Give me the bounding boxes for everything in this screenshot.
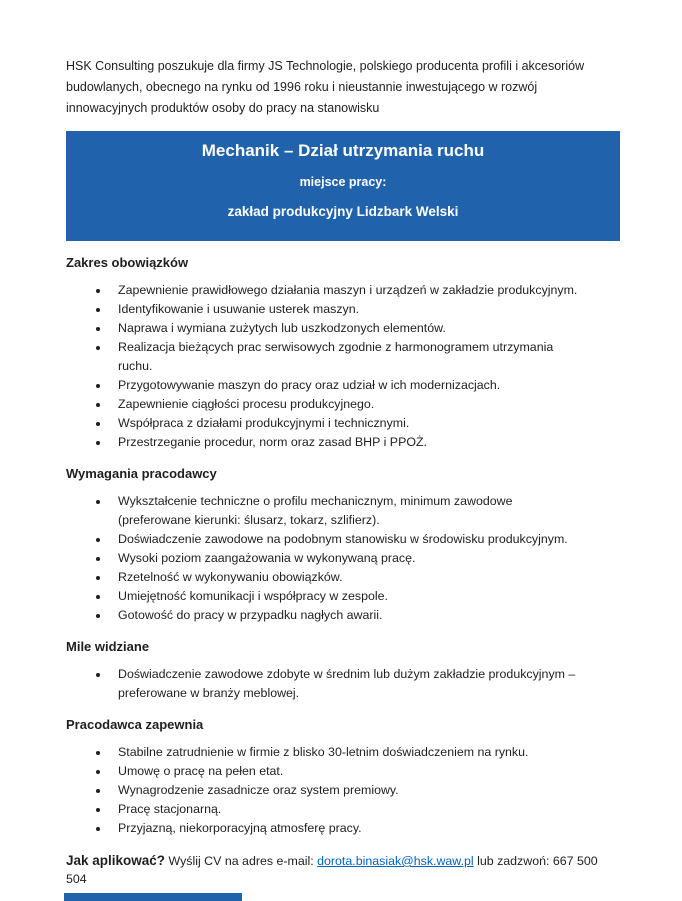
next-page-banner-edge [64, 893, 242, 901]
workplace-label: miejsce pracy: [299, 175, 387, 189]
job-title: Mechanik – Dział utrzymania ruchu [201, 141, 485, 160]
apply-text-after: lub zadzwoń: 667 500 504 [66, 854, 598, 886]
bullet-item: • Rzetelność w wykonywaniu obowiązków. [110, 568, 588, 587]
bullet-item: • Współpraca z działami produkcyjnymi i technicznymi. [110, 414, 588, 433]
bullet-item: • Umowę o pracę na pełen etat. [110, 762, 588, 781]
bullet-item: • Wynagrodzenie zasadnicze oraz system premiowy. [110, 781, 588, 800]
section-heading: Mile widziane [66, 639, 150, 654]
bullet-item: • Wysoki poziom zaangażowania w wykonywaną pracę. [110, 549, 588, 568]
bullet-item: • Stabilne zatrudnienie w firmie z blisko 30-letnim doświadczeniem na rynku. [110, 743, 588, 762]
bullet-item: • Zapewnienie ciągłości procesu produkcyjnego. [110, 395, 588, 414]
bullet-item: • Wykształcenie techniczne o profilu mechanicznym, minimum zawodowe (preferowane kierunki: ślusarz, tokarz, szlifierz). [110, 492, 588, 530]
bullet-item: • Doświadczenie zawodowe zdobyte w średnim lub dużym zakładzie produkcyjnym – preferowane w branży meblowej. [110, 665, 588, 703]
bullet-item: • Umiejętność komunikacji i współpracy w zespole. [110, 587, 588, 606]
intro-paragraph: HSK Consulting poszukuje dla firmy JS Technologie, polskiego producenta profili i akcesoriów budowlanych, obecnego na rynku od 1996 roku i nieustannie inwestującego w rozwój innowacyjnych produktów osoby do pracy na stanowisku [66, 59, 585, 115]
workplace-value: zakład produkcyjny Lidzbark Welski [227, 204, 459, 219]
email-link[interactable]: dorota.binasiak@hsk.waw.pl [317, 854, 474, 868]
bullet-list [66, 281, 620, 452]
bullet-item: • Przyjazną, niekorporacyjną atmosferę pracy. [110, 819, 588, 838]
bullet-item: • Przygotowywanie maszyn do pracy oraz udział w ich modernizacjach. [110, 376, 588, 395]
sections-container [66, 254, 620, 838]
bullet-list [66, 492, 620, 625]
bullet-item: • Pracę stacjonarną. [110, 800, 588, 819]
bullet-list [66, 665, 620, 703]
apply-label: Jak aplikować? [66, 853, 166, 868]
job-title-banner [66, 131, 620, 241]
bullet-item: • Przestrzeganie procedur, norm oraz zasad BHP i PPOŻ. [110, 433, 588, 452]
bullet-list [66, 743, 620, 838]
section-heading: Zakres obowiązków [66, 255, 189, 270]
apply-instructions [66, 852, 620, 888]
section-heading: Pracodawca zapewnia [66, 717, 204, 732]
apply-text-before: Wyślij CV na adres e-mail: [165, 854, 318, 868]
bullet-item: • Identyfikowanie i usuwanie usterek maszyn. [110, 300, 588, 319]
bullet-item: • Realizacja bieżących prac serwisowych zgodnie z harmonogramem utrzymania ruchu. [110, 338, 588, 376]
bullet-item: • Doświadczenie zawodowe na podobnym stanowisku w środowisku produkcyjnym. [110, 530, 588, 549]
section-heading: Wymagania pracodawcy [66, 466, 217, 481]
bullet-item: • Zapewnienie prawidłowego działania maszyn i urządzeń w zakładzie produkcyjnym. [110, 281, 588, 300]
bullet-item: • Naprawa i wymiana zużytych lub uszkodzonych elementów. [110, 319, 588, 338]
bullet-item: • Gotowość do pracy w przypadku nagłych awarii. [110, 606, 588, 625]
